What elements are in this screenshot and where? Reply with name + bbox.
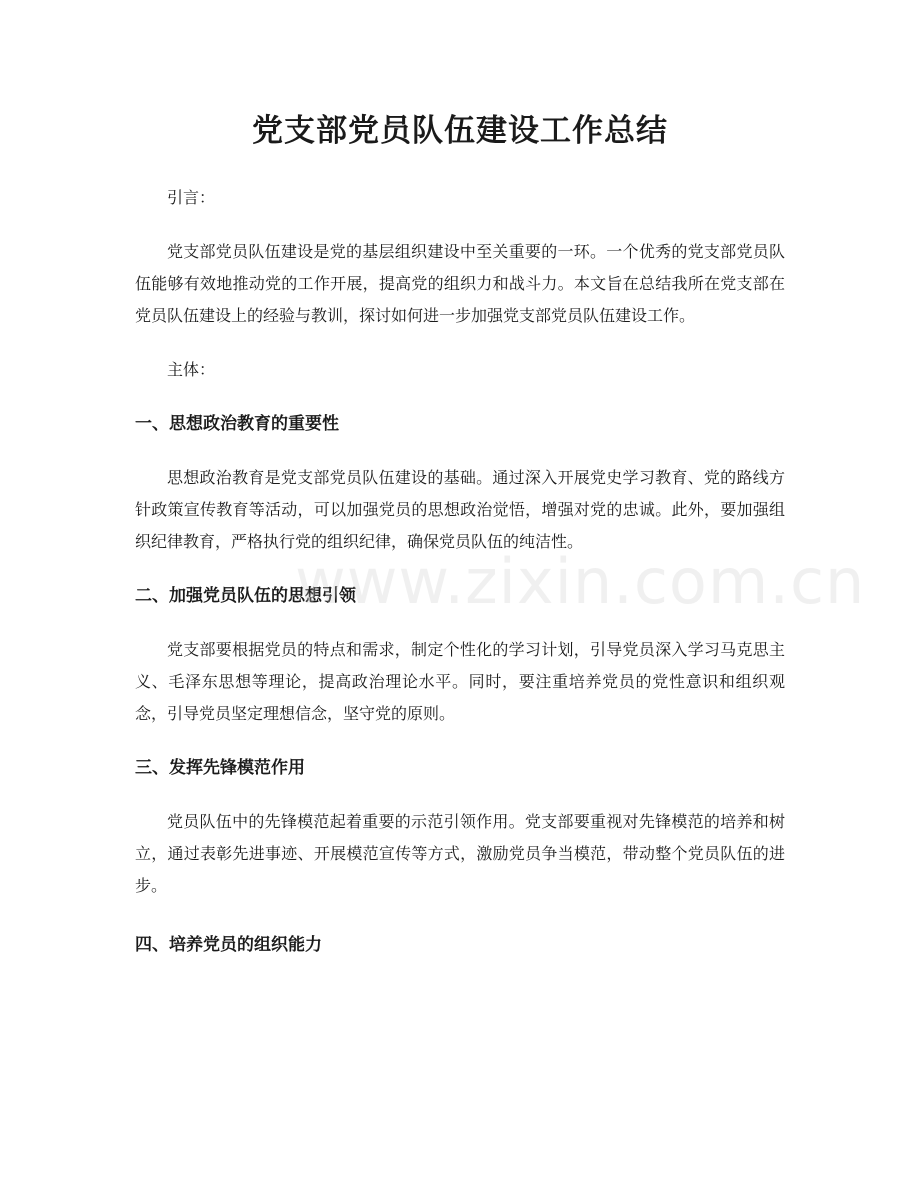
section-heading-2: 二、加强党员队伍的思想引领	[135, 586, 356, 606]
document-body	[135, 182, 785, 961]
section-paragraph-3: 党员队伍中的先锋模范起着重要的示范引领作用。党支部要重视对先锋模范的培养和树立，通过表彰先进事迹、开展模范宣传等方式，激励党员争当模范，带动整个党员队伍的进步。	[135, 812, 785, 895]
document-title: 党支部党员队伍建设工作总结	[252, 113, 668, 149]
body-label: 主体：	[167, 360, 216, 379]
section-paragraph-2: 党支部要根据党员的特点和需求，制定个性化的学习计划，引导党员深入学习马克思主义、毛泽东思想等理论，提高政治理论水平。同时，要注重培养党员的党性意识和组织观念，引导党员坚定理想信念，坚守党的原则。	[135, 640, 785, 723]
section-heading-1: 一、思想政治教育的重要性	[135, 414, 339, 434]
section-paragraph-1: 思想政治教育是党支部党员队伍建设的基础。通过深入开展党史学习教育、党的路线方针政策宣传教育等活动，可以加强党员的思想政治觉悟，增强对党的忠诚。此外，要加强组织纪律教育，严格执行党的组织纪律，确保党员队伍的纯洁性。	[135, 468, 785, 551]
section-heading-3: 三、发挥先锋模范作用	[135, 758, 305, 778]
intro-label: 引言：	[167, 188, 216, 207]
section-heading-4: 四、培养党员的组织能力	[135, 935, 322, 955]
intro-paragraph: 党支部党员队伍建设是党的基层组织建设中至关重要的一环。一个优秀的党支部党员队伍能够有效地推动党的工作开展，提高党的组织力和战斗力。本文旨在总结我所在党支部在党员队伍建设上的经验与教训，探讨如何进一步加强党支部党员队伍建设工作。	[135, 242, 785, 325]
watermark: www.zixin.com.cn	[295, 545, 866, 618]
